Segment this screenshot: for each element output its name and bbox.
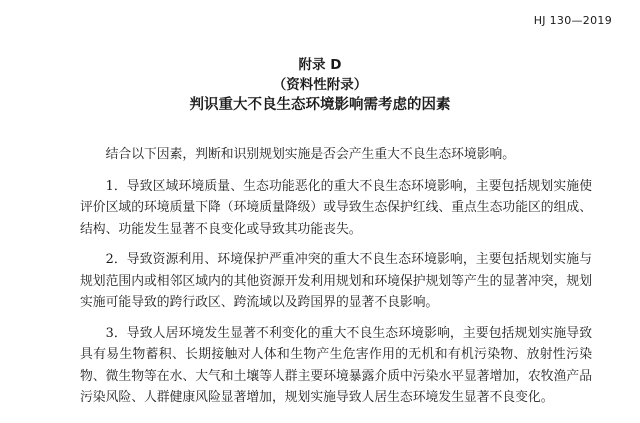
factor-paragraph-2: 2．导致资源利用、环境保护严重冲突的重大不良生态环境影响，主要包括规划实施与规划范围内或相邻区域内的其他资源开发利用规划和环境保护规划等产生的显著冲突，规划实施可能导致的跨行政区、跨流域以及跨国界的显著不良影响。 (80, 252, 592, 310)
standard-code: HJ 130—2019 (533, 14, 612, 27)
factor-paragraph-1: 1．导致区域环境质量、生态功能恶化的重大不良生态环境影响，主要包括规划实施使评价区域的环境质量下降（环境质量降级）或导致生态保护红线、重点生态功能区的组成、结构、功能发生显著不良变化或导致其功能丧失。 (80, 178, 592, 237)
intro-paragraph: 结合以下因素，判断和识别规划实施是否会产生重大不良生态环境影响。 (105, 147, 516, 162)
appendix-type: （资料性附录） (272, 77, 368, 93)
appendix-title: 判识重大不良生态环境影响需考虑的因素 (189, 97, 451, 113)
appendix-label: 附录 D (298, 57, 342, 73)
body-text (80, 144, 592, 418)
factor-paragraph-3: 3．导致人居环境发生显著不利变化的重大不良生态环境影响，主要包括规划实施导致具有易生物蓄积、长期接触对人体和生物产生危害作用的无机和有机污染物、放射性污染物、微生物等在水、大气和土壤等人群主要环境暴露介质中污染水平显著增加，农牧渔产品污染风险、人群健康风险显著增加，规划实施导致人居生态环境发生显著不良变化。 (80, 325, 592, 405)
appendix-heading (0, 55, 640, 116)
